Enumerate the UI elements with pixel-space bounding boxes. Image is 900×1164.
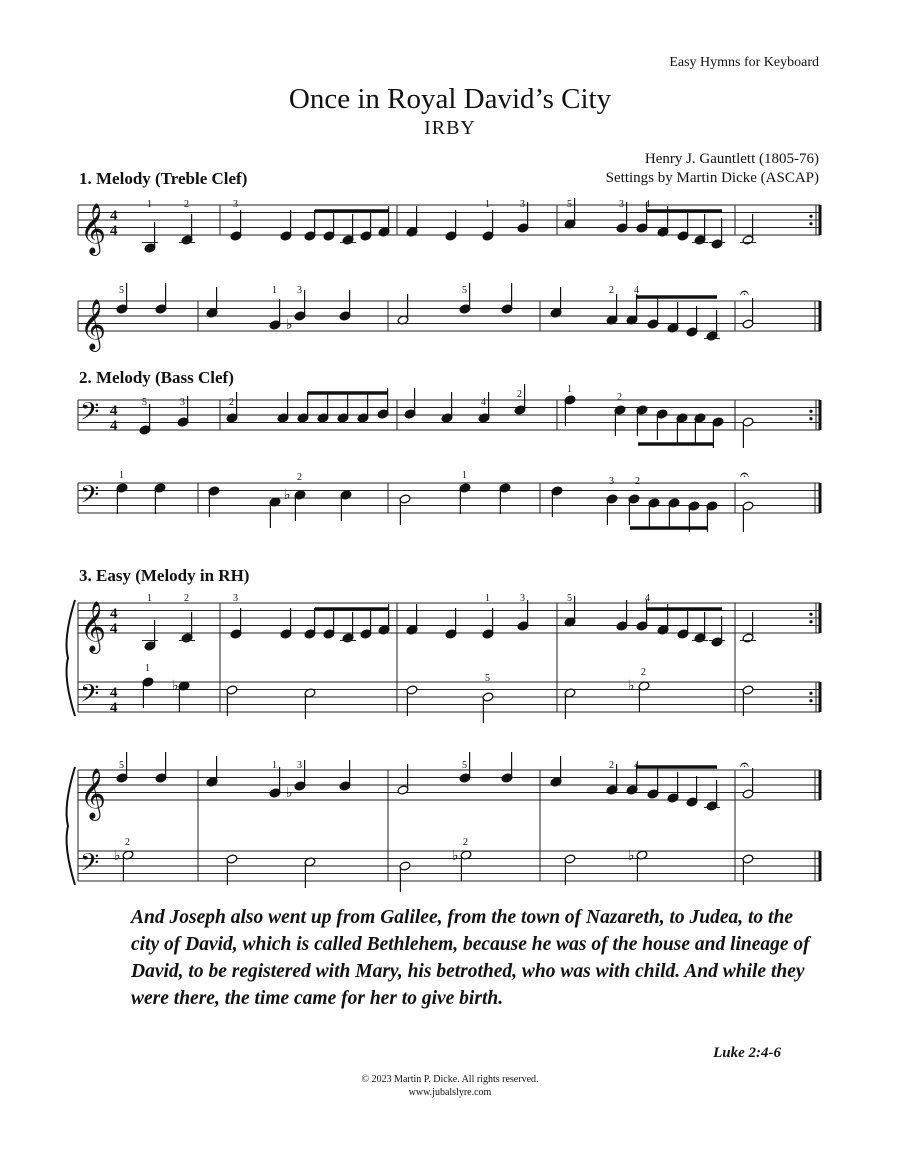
fingering-number: 1 bbox=[272, 285, 277, 296]
fingering-number: 2 bbox=[609, 285, 614, 296]
flat-icon: ♭ bbox=[172, 679, 179, 694]
series-title: Easy Hymns for Keyboard bbox=[669, 55, 819, 70]
fingering-number: 3 bbox=[619, 199, 624, 210]
copyright-line: © 2023 Martin P. Dicke. All rights reserved. bbox=[361, 1074, 539, 1085]
bass-clef-icon: 𝄢 bbox=[80, 680, 100, 714]
fingering-number: 2 bbox=[229, 397, 234, 408]
fingering-number: 3 bbox=[520, 593, 525, 604]
fingering-number: 5 bbox=[462, 760, 467, 771]
fingering-number: 1 bbox=[119, 470, 124, 481]
fermata-icon: 𝄐 bbox=[740, 285, 749, 302]
flat-icon: ♭ bbox=[114, 849, 121, 864]
time-signature-top: 4 bbox=[110, 606, 118, 622]
fingering-number: 3 bbox=[233, 593, 238, 604]
fingering-number: 2 bbox=[125, 837, 130, 848]
flat-icon: ♭ bbox=[628, 679, 635, 694]
fingering-number: 4 bbox=[481, 397, 486, 408]
fermata-icon: 𝄐 bbox=[740, 757, 749, 774]
time-signature-top: 4 bbox=[110, 403, 118, 419]
bass-clef-icon: 𝄢 bbox=[80, 481, 100, 515]
repeat-dot bbox=[809, 699, 812, 702]
fingering-number: 4 bbox=[645, 593, 650, 604]
fingering-number: 2 bbox=[609, 760, 614, 771]
fermata-icon: 𝄐 bbox=[740, 467, 749, 484]
treble-clef-icon: 𝄞 bbox=[80, 769, 107, 818]
fingering-number: 4 bbox=[645, 199, 650, 210]
section-1-label: 1. Melody (Treble Clef) bbox=[79, 169, 248, 188]
fingering-number: 2 bbox=[617, 392, 622, 403]
treble-clef-icon: 𝄞 bbox=[80, 204, 107, 253]
flat-icon: ♭ bbox=[628, 849, 635, 864]
fingering-number: 4 bbox=[634, 760, 639, 771]
time-signature-bottom: 4 bbox=[110, 418, 118, 434]
section-2-label: 2. Melody (Bass Clef) bbox=[79, 368, 234, 387]
brace-icon bbox=[67, 600, 75, 716]
footer bbox=[0, 1073, 900, 1099]
repeat-dot bbox=[809, 222, 812, 225]
composer-line: Henry J. Gauntlett (1805-76) bbox=[644, 151, 819, 167]
fingering-number: 5 bbox=[142, 397, 147, 408]
fingering-number: 1 bbox=[485, 593, 490, 604]
fingering-number: 5 bbox=[462, 285, 467, 296]
scripture-text: And Joseph also went up from Galilee, from the town of Nazareth, to Judea, to the city of David, which is called Bethlehem, because he was of the house and lineage of David, to be registered with Mary, his betrothed, who was with child. And while they were there, the time came for her to give birth. bbox=[131, 907, 810, 1009]
fingering-number: 1 bbox=[145, 663, 150, 674]
flat-icon: ♭ bbox=[286, 786, 293, 801]
fingering-number: 1 bbox=[272, 760, 277, 771]
fingering-number: 5 bbox=[485, 673, 490, 684]
fingering-number: 1 bbox=[567, 384, 572, 395]
treble-clef-icon: 𝄞 bbox=[80, 300, 107, 349]
fingering-number: 1 bbox=[485, 199, 490, 210]
scripture-citation: Luke 2:4-6 bbox=[713, 1045, 781, 1061]
fingering-number: 3 bbox=[297, 760, 302, 771]
time-signature-bottom: 4 bbox=[110, 223, 118, 239]
fingering-number: 5 bbox=[119, 760, 124, 771]
brace-icon bbox=[67, 767, 75, 885]
fingering-number: 5 bbox=[567, 199, 572, 210]
fingering-number: 2 bbox=[635, 476, 640, 487]
flat-icon: ♭ bbox=[284, 488, 291, 503]
fingering-number: 3 bbox=[233, 199, 238, 210]
repeat-dot bbox=[809, 692, 812, 695]
website-line: www.jubalslyre.com bbox=[408, 1087, 492, 1098]
fingering-number: 1 bbox=[147, 199, 152, 210]
flat-icon: ♭ bbox=[452, 849, 459, 864]
repeat-dot bbox=[809, 417, 812, 420]
fingering-number: 2 bbox=[184, 593, 189, 604]
fingering-number: 2 bbox=[297, 472, 302, 483]
fingering-number: 4 bbox=[634, 285, 639, 296]
fingering-number: 3 bbox=[180, 397, 185, 408]
repeat-dot bbox=[809, 620, 812, 623]
fingering-number: 3 bbox=[297, 285, 302, 296]
fingering-number: 2 bbox=[463, 837, 468, 848]
time-signature-bottom: 4 bbox=[110, 621, 118, 637]
fingering-number: 2 bbox=[641, 667, 646, 678]
fingering-number: 5 bbox=[119, 285, 124, 296]
tune-name: IRBY bbox=[424, 117, 476, 139]
settings-line: Settings by Martin Dicke (ASCAP) bbox=[605, 170, 819, 186]
flat-icon: ♭ bbox=[286, 318, 293, 333]
bass-clef-icon: 𝄢 bbox=[80, 849, 100, 883]
treble-clef-icon: 𝄞 bbox=[80, 602, 107, 651]
repeat-dot bbox=[809, 410, 812, 413]
fingering-number: 1 bbox=[147, 593, 152, 604]
time-signature-bottom: 4 bbox=[110, 700, 118, 716]
section-3-label: 3. Easy (Melody in RH) bbox=[79, 566, 250, 585]
time-signature-top: 4 bbox=[110, 208, 118, 224]
fingering-number: 3 bbox=[520, 199, 525, 210]
repeat-dot bbox=[809, 215, 812, 218]
fingering-number: 2 bbox=[517, 389, 522, 400]
hymn-title: Once in Royal David’s City bbox=[288, 83, 612, 115]
fingering-number: 1 bbox=[462, 470, 467, 481]
fingering-number: 5 bbox=[567, 593, 572, 604]
time-signature-top: 4 bbox=[110, 685, 118, 701]
fingering-number: 2 bbox=[184, 199, 189, 210]
fingering-number: 3 bbox=[609, 476, 614, 487]
bass-clef-icon: 𝄢 bbox=[80, 398, 100, 432]
repeat-dot bbox=[809, 613, 812, 616]
